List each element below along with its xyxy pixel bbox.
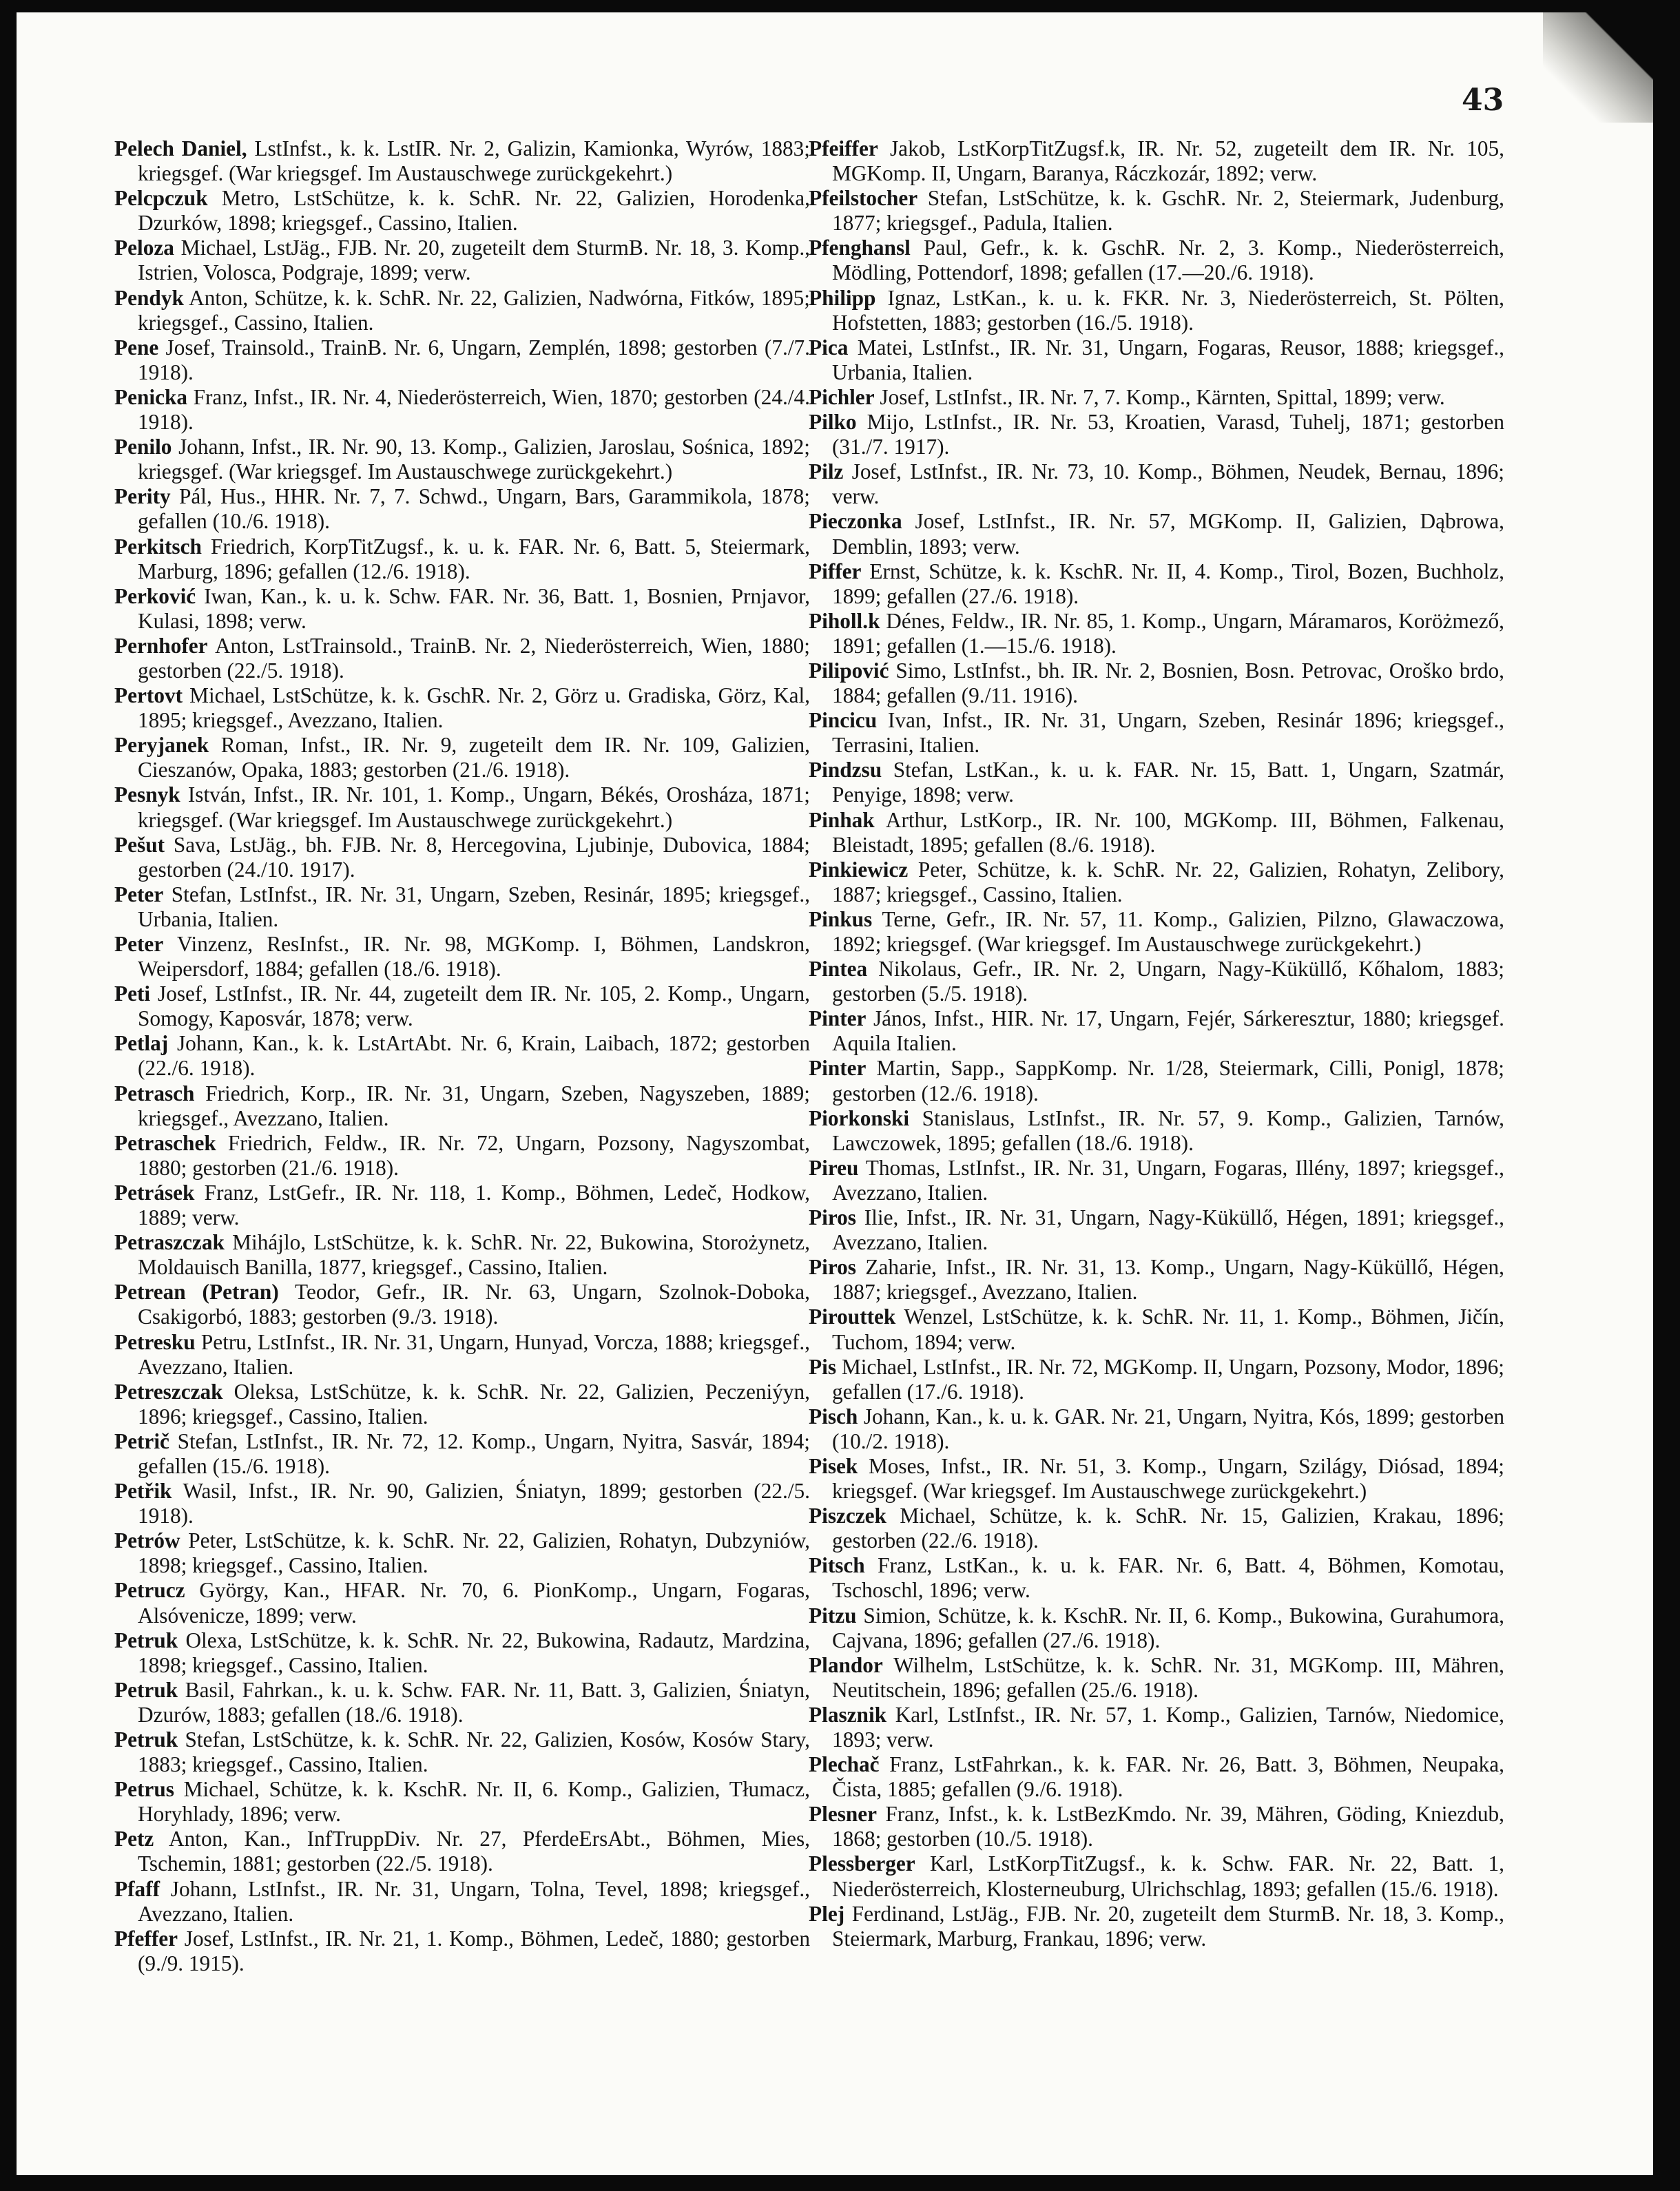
list-item <box>114 335 810 385</box>
list-item <box>114 1081 810 1131</box>
entry-surname: Pfeiffer <box>809 136 878 160</box>
list-item <box>809 1355 1504 1404</box>
entry-surname: Pirouttek <box>809 1305 896 1329</box>
entry-surname: Perity <box>114 484 171 509</box>
entry-surname: Peter <box>114 882 164 906</box>
entry-details: Michael, Schütze, k. k. SchR. Nr. 15, Galizien, Krakau, 1896; gestorben (22./6. 1918). <box>832 1504 1504 1553</box>
entry-surname: Peti <box>114 982 151 1006</box>
list-item <box>809 286 1504 335</box>
entry-surname: Peloza <box>114 236 174 260</box>
entry-surname: Perković <box>114 583 196 608</box>
entry-surname: Petruk <box>114 1677 178 1702</box>
entry-details: Josef, LstInfst., IR. Nr. 57, MGKomp. II, Galizien, Dąbrowa, Demblin, 1893; verw. <box>832 509 1504 559</box>
entry-surname: Pisch <box>809 1404 858 1429</box>
entry-details: Jakob, LstKorpTitZugsf.k, IR. Nr. 52, zugeteilt dem IR. Nr. 105, MGKomp. II, Ungarn, Baranya, Ráczkozár, 1892; verw. <box>832 136 1504 186</box>
entry-details: Olexa, LstSchütze, k. k. SchR. Nr. 22, Bukowina, Radautz, Mardzina, 1898; kriegsgef., Cassino, Italien. <box>138 1628 810 1677</box>
entry-surname: Pindzsu <box>809 758 882 782</box>
entry-details: Karl, LstKorpTitZugsf., k. k. Schw. FAR. Nr. 22, Batt. 1, Niederösterreich, Klosterneuburg, Ulrichschlag, 1893; gefallen (15./6. 1918). <box>832 1851 1504 1901</box>
list-item <box>809 1404 1504 1454</box>
entry-surname: Pilz <box>809 459 844 484</box>
entry-details: Franz, Infst., k. k. LstBezKmdo. Nr. 39, Mähren, Göding, Kniezdub, 1868; gestorben (10./5. 1918). <box>832 1802 1504 1851</box>
list-item <box>114 1429 810 1479</box>
entry-details: Matei, LstInfst., IR. Nr. 31, Ungarn, Fogaras, Reusor, 1888; kriegsgef., Urbania, Italien. <box>832 335 1504 384</box>
entry-details: Dénes, Feldw., IR. Nr. 85, 1. Komp., Ungarn, Máramaros, Koröżmező, 1891; gefallen (1.—15./6. 1918). <box>832 608 1504 658</box>
list-item <box>809 1653 1504 1703</box>
entry-details: Stefan, LstSchütze, k. k. SchR. Nr. 22, Galizien, Kosów, Kosów Stary, 1883; kriegsgef., Cassino, Italien. <box>138 1727 810 1777</box>
entry-surname: Piros <box>809 1205 856 1230</box>
entry-details: Michael, LstInfst., IR. Nr. 72, MGKomp. II, Ungarn, Pozsony, Modor, 1896; gefallen (17./6. 1918). <box>832 1354 1504 1404</box>
entry-details: Karl, LstInfst., IR. Nr. 57, 1. Komp., Galizien, Tarnów, Niedomice, 1893; verw. <box>832 1702 1504 1752</box>
list-item <box>114 534 810 584</box>
list-item <box>809 1703 1504 1752</box>
entry-details: Franz, LstGefr., IR. Nr. 118, 1. Komp., Böhmen, Ledeč, Hodkow, 1889; verw. <box>138 1180 810 1230</box>
list-item <box>809 1802 1504 1851</box>
list-item <box>114 1380 810 1429</box>
entry-surname: Plechač <box>809 1752 880 1777</box>
entry-details: Josef, LstInfst., IR. Nr. 7, 7. Komp., Kärnten, Spittal, 1899; verw. <box>874 384 1445 409</box>
entry-details: Oleksa, LstSchütze, k. k. SchR. Nr. 22, Galizien, Peczeniýyn, 1896; kriegsgef., Cassino, Italien. <box>138 1379 810 1429</box>
entry-surname: Petraszczak <box>114 1230 225 1255</box>
entry-details: Stanislaus, LstInfst., IR. Nr. 57, 9. Komp., Galizien, Tarnów, Lawczowek, 1895; gefallen (18./6. 1918). <box>832 1105 1504 1155</box>
list-item <box>114 1877 810 1927</box>
entry-surname: Pfeilstocher <box>809 186 918 211</box>
entry-surname: Pis <box>809 1354 836 1379</box>
list-item <box>809 609 1504 658</box>
entry-surname: Peryjanek <box>114 733 209 758</box>
entry-surname: Petrus <box>114 1777 174 1802</box>
entry-surname: Pisek <box>809 1453 858 1478</box>
entry-details: Arthur, LstKorp., IR. Nr. 100, MGKomp. III, Böhmen, Falkenau, Bleistadt, 1895; gefallen (8./6. 1918). <box>832 807 1504 857</box>
entry-details: Thomas, LstInfst., IR. Nr. 31, Ungarn, Fogaras, Illény, 1897; kriegsgef., Avezzano, Italien. <box>832 1155 1504 1205</box>
entry-details: Sava, LstJäg., bh. FJB. Nr. 8, Hercegovina, Ljubinje, Dubovica, 1884; gestorben (24./10. 1917). <box>138 832 810 882</box>
list-item <box>809 410 1504 459</box>
entry-surname: Petlaj <box>114 1031 169 1056</box>
entry-surname: Piholl.k <box>809 608 880 633</box>
list-item <box>809 1106 1504 1156</box>
list-item <box>809 658 1504 708</box>
list-item <box>809 1056 1504 1105</box>
list-item <box>114 1230 810 1280</box>
entry-details: Josef, LstInfst., IR. Nr. 73, 10. Komp., Böhmen, Neudek, Bernau, 1896; verw. <box>832 459 1504 509</box>
entry-surname: Plasznik <box>809 1702 887 1727</box>
entry-details: Peter, Schütze, k. k. SchR. Nr. 22, Galizien, Rohatyn, Zelibory, 1887; kriegsgef., Cassino, Italien. <box>832 857 1504 906</box>
entry-surname: Piros <box>809 1255 856 1280</box>
list-item <box>114 1678 810 1727</box>
entry-surname: Pica <box>809 335 849 360</box>
entry-details: Zaharie, Infst., IR. Nr. 31, 13. Komp., Ungarn, Nagy-Küküllő, Hégen, 1887; kriegsgef., Avezzano, Italien. <box>832 1255 1504 1305</box>
entry-surname: Pinhak <box>809 807 875 832</box>
entry-surname: Pinkiewicz <box>809 857 909 882</box>
entry-details: Friedrich, KorpTitZugsf., k. u. k. FAR. Nr. 6, Batt. 5, Steiermark, Marburg, 1896; gefallen (12./6. 1918). <box>138 534 810 583</box>
entry-details: Simo, LstInfst., bh. IR. Nr. 2, Bosnien, Bosn. Petrovac, Oroško brdo, 1884; gefallen (9./11. 1916). <box>832 658 1504 708</box>
list-item <box>114 833 810 882</box>
list-item <box>809 858 1504 907</box>
entry-details: Michael, LstJäg., FJB. Nr. 20, zugeteilt dem SturmB. Nr. 18, 3. Komp., Istrien, Volosca, Podgraje, 1899; verw. <box>138 236 810 285</box>
entry-details: Johann, Infst., IR. Nr. 90, 13. Komp., Galizien, Jaroslau, Sośnica, 1892; kriegsgef. (War kriegsgef. Im Austauschwege zurückgekehrt.) <box>138 435 810 484</box>
entry-surname: Pernhofer <box>114 633 208 658</box>
entry-details: Michael, LstSchütze, k. k. GschR. Nr. 2, Görz u. Gradiska, Görz, Kal, 1895; kriegsgef., Avezzano, Italien. <box>138 683 810 733</box>
entry-surname: Pelech Daniel, <box>114 136 247 160</box>
list-item <box>114 136 810 186</box>
entry-details: Ivan, Infst., IR. Nr. 31, Ungarn, Szeben, Resinár 1896; kriegsgef., Terrasini, Italien. <box>832 708 1504 758</box>
list-item <box>809 1504 1504 1553</box>
entry-details: Teodor, Gefr., IR. Nr. 63, Ungarn, Szolnok-Doboka, Csakigorbó, 1883; gestorben (9./3. 1918). <box>138 1280 810 1329</box>
list-item <box>114 683 810 733</box>
list-item <box>114 932 810 982</box>
list-item <box>114 882 810 932</box>
entry-surname: Pene <box>114 335 159 360</box>
list-item <box>114 1578 810 1628</box>
entry-surname: Peter <box>114 932 164 956</box>
entry-surname: Pfenghansl <box>809 236 911 260</box>
list-item <box>809 385 1504 410</box>
entry-surname: Piszczek <box>809 1504 886 1528</box>
list-item <box>114 982 810 1031</box>
entry-surname: Pertovt <box>114 683 183 708</box>
list-item <box>809 236 1504 285</box>
entry-surname: Pfaff <box>114 1876 160 1901</box>
entry-surname: Petruk <box>114 1727 178 1752</box>
list-item <box>114 1330 810 1380</box>
entry-details: Johann, Kan., k. u. k. GAR. Nr. 21, Ungarn, Nyitra, Kós, 1899; gestorben (10./2. 1918). <box>832 1404 1504 1453</box>
list-item <box>114 1181 810 1230</box>
entry-details: Ignaz, LstKan., k. u. k. FKR. Nr. 3, Niederösterreich, St. Pölten, Hofstetten, 1883; gestorben (16./5. 1918). <box>832 285 1504 335</box>
entry-surname: Pintea <box>809 957 868 982</box>
list-item <box>809 1156 1504 1205</box>
entry-details: Friedrich, Feldw., IR. Nr. 72, Ungarn, Pozsony, Nagyszombat, 1880; gestorben (21./6. 1918). <box>138 1130 810 1180</box>
list-item <box>114 1031 810 1081</box>
entry-details: Moses, Infst., IR. Nr. 51, 3. Komp., Ungarn, Szilágy, Diósad, 1894; kriegsgef. (War kriegsgef. Im Austauschwege zurückgekehrt.) <box>832 1453 1504 1504</box>
list-item <box>809 1851 1504 1901</box>
entry-surname: Plandor <box>809 1652 883 1677</box>
list-item <box>114 1777 810 1827</box>
entry-details: Josef, LstInfst., IR. Nr. 21, 1. Komp., Böhmen, Ledeč, 1880; gestorben (9./9. 1915). <box>138 1926 810 1975</box>
entry-surname: Pelcpczuk <box>114 186 208 211</box>
list-item <box>809 1752 1504 1802</box>
entry-details: Ilie, Infst., IR. Nr. 31, Ungarn, Nagy-Küküllő, Hégen, 1891; kriegsgef., Avezzano, Italien. <box>832 1205 1504 1255</box>
list-item <box>114 1131 810 1181</box>
entry-details: Stefan, LstInfst., IR. Nr. 31, Ungarn, Szeben, Resinár, 1895; kriegsgef., Urbania, Italien. <box>138 882 810 931</box>
entry-details: Anton, Kan., InfTruppDiv. Nr. 27, PferdeErsAbt., Böhmen, Mies, Tschemin, 1881; gestorben (22./5. 1918). <box>138 1827 810 1876</box>
entry-details: János, Infst., HIR. Nr. 17, Ungarn, Fejér, Sárkeresztur, 1880; kriegsgef. Aquila Italien. <box>832 1006 1504 1056</box>
entry-details: Terne, Gefr., IR. Nr. 57, 11. Komp., Galizien, Pilzno, Glawaczowa, 1892; kriegsgef. (War kriegsgef. Im Austauschwege zurückgekehrt.) <box>832 906 1504 956</box>
entry-details: Petru, LstInfst., IR. Nr. 31, Ungarn, Hunyad, Vorcza, 1888; kriegsgef., Avezzano, Italien. <box>138 1329 810 1379</box>
entry-surname: Petrean (Petran) <box>114 1280 279 1305</box>
entry-surname: Pendyk <box>114 285 184 310</box>
entry-details: Johann, Kan., k. k. LstArtAbt. Nr. 6, Krain, Laibach, 1872; gestorben (22./6. 1918). <box>138 1031 810 1081</box>
entry-surname: Pfeffer <box>114 1926 178 1951</box>
list-item <box>809 459 1504 509</box>
list-item <box>114 782 810 832</box>
entry-details: István, Infst., IR. Nr. 101, 1. Komp., Ungarn, Békés, Orosháza, 1871; kriegsgef. (War kriegsgef. Im Austauschwege zurückgekehrt.) <box>138 782 810 832</box>
entry-surname: Pinter <box>809 1006 867 1031</box>
entry-details: Franz, Infst., IR. Nr. 4, Niederösterreich, Wien, 1870; gestorben (24./4. 1918). <box>138 384 810 435</box>
entry-surname: Perkitsch <box>114 534 202 559</box>
entry-details: Stefan, LstSchütze, k. k. GschR. Nr. 2, Steiermark, Judenburg, 1877; kriegsgef., Padula, Italien. <box>832 186 1504 236</box>
list-item <box>809 1305 1504 1354</box>
list-item <box>809 1205 1504 1255</box>
list-item <box>809 186 1504 236</box>
list-item <box>809 1255 1504 1305</box>
entry-details: Stefan, LstKan., k. u. k. FAR. Nr. 15, Batt. 1, Ungarn, Szatmár, Penyige, 1898; verw. <box>832 758 1504 807</box>
list-item <box>114 584 810 634</box>
entry-details: Nikolaus, Gefr., IR. Nr. 2, Ungarn, Nagy-Küküllő, Kőhalom, 1883; gestorben (5./5. 1918). <box>832 957 1504 1006</box>
entry-surname: Plesner <box>809 1802 878 1827</box>
entry-surname: Petrów <box>114 1528 180 1553</box>
entry-surname: Pireu <box>809 1155 859 1180</box>
entry-surname: Pitsch <box>809 1553 865 1578</box>
entry-surname: Plessberger <box>809 1851 915 1876</box>
list-item <box>114 186 810 236</box>
folded-page-corner <box>1543 12 1653 123</box>
entry-surname: Petřik <box>114 1479 172 1504</box>
entry-details: Metro, LstSchütze, k. k. SchR. Nr. 22, Galizien, Horodenka, Dzurków, 1898; kriegsgef., Cassino, Italien. <box>138 186 810 236</box>
entry-details: Mijo, LstInfst., IR. Nr. 53, Kroatien, Varasd, Tuhelj, 1871; gestorben (31./7. 1917). <box>832 410 1504 459</box>
list-item <box>809 1454 1504 1504</box>
list-item <box>809 1553 1504 1603</box>
list-item <box>114 385 810 435</box>
list-item <box>809 335 1504 385</box>
entry-details: Peter, LstSchütze, k. k. SchR. Nr. 22, Galizien, Rohatyn, Dubzyniów, 1898; kriegsgef., Cassino, Italien. <box>138 1528 810 1578</box>
entry-surname: Pitzu <box>809 1603 857 1628</box>
left-column <box>114 136 810 1976</box>
entry-surname: Philipp <box>809 285 876 310</box>
list-item <box>809 1902 1504 1951</box>
list-item <box>114 484 810 534</box>
entry-surname: Piffer <box>809 559 862 583</box>
list-item <box>114 1479 810 1528</box>
entry-surname: Penilo <box>114 435 172 459</box>
entry-details: Pál, Hus., HHR. Nr. 7, 7. Schwd., Ungarn, Bars, Garammikola, 1878; gefallen (10./6. 1918). <box>138 484 810 534</box>
entry-surname: Piorkonski <box>809 1105 910 1130</box>
entry-details: Anton, LstTrainsold., TrainB. Nr. 2, Niederösterreich, Wien, 1880; gestorben (22./5. 1918). <box>138 633 810 683</box>
entry-details: Franz, LstFahrkan., k. k. FAR. Nr. 26, Batt. 3, Böhmen, Neupaka, Čista, 1885; gefallen (9./6. 1918). <box>832 1752 1504 1802</box>
list-item <box>114 634 810 683</box>
entry-details: Simion, Schütze, k. k. KschR. Nr. II, 6. Komp., Bukowina, Gurahumora, Cajvana, 1896; gefallen (27./6. 1918). <box>832 1603 1504 1652</box>
entry-details: Roman, Infst., IR. Nr. 9, zugeteilt dem IR. Nr. 109, Galizien, Cieszanów, Opaka, 1883; gestorben (21./6. 1918). <box>138 733 810 782</box>
entry-details: Stefan, LstInfst., IR. Nr. 72, 12. Komp., Ungarn, Nyitra, Sasvár, 1894; gefallen (15./6. 1918). <box>138 1429 810 1478</box>
entry-details: György, Kan., HFAR. Nr. 70, 6. PionKomp., Ungarn, Fogaras, Alsóvenicze, 1899; verw. <box>138 1578 810 1628</box>
entry-details: Franz, LstKan., k. u. k. FAR. Nr. 6, Batt. 4, Böhmen, Komotau, Tschoschl, 1896; verw. <box>832 1553 1504 1603</box>
list-item <box>809 907 1504 957</box>
list-item <box>809 1006 1504 1056</box>
entry-surname: Petrasch <box>114 1081 195 1105</box>
entry-details: Martin, Sapp., SappKomp. Nr. 1/28, Steiermark, Cilli, Ponigl, 1878; gestorben (12./6. 1918). <box>832 1056 1504 1105</box>
list-item <box>114 1628 810 1678</box>
scanned-page <box>17 12 1653 2175</box>
entry-surname: Pešut <box>114 832 165 857</box>
entry-surname: Pinter <box>809 1056 867 1081</box>
list-item <box>114 236 810 285</box>
entry-surname: Petrásek <box>114 1180 195 1205</box>
entry-details: Josef, LstInfst., IR. Nr. 44, zugeteilt dem IR. Nr. 105, 2. Komp., Ungarn, Somogy, Kaposvár, 1878; verw. <box>138 982 810 1031</box>
entry-surname: Petresku <box>114 1329 196 1354</box>
page-number: 43 <box>1462 83 1504 118</box>
list-item <box>809 708 1504 758</box>
list-item <box>809 559 1504 609</box>
entry-details: LstInfst., k. k. LstIR. Nr. 2, Galizin, Kamionka, Wyrów, 1883; kriegsgef. (War kriegsgef. Im Austauschwege zurückgekehrt.) <box>138 136 810 186</box>
entry-surname: Petrucz <box>114 1578 185 1603</box>
list-item <box>809 509 1504 559</box>
list-item <box>809 808 1504 858</box>
entry-surname: Petreszczak <box>114 1379 223 1404</box>
list-item <box>809 957 1504 1006</box>
list-item <box>809 1603 1504 1653</box>
list-item <box>809 136 1504 186</box>
entry-details: Johann, LstInfst., IR. Nr. 31, Ungarn, Tolna, Tevel, 1898; kriegsgef., Avezzano, Italien. <box>138 1876 810 1926</box>
entry-surname: Plej <box>809 1901 845 1926</box>
list-item <box>114 1280 810 1329</box>
entry-details: Basil, Fahrkan., k. u. k. Schw. FAR. Nr. 11, Batt. 3, Galizien, Śniatyn, Dzurów, 1883; gefallen (18./6. 1918). <box>138 1677 810 1727</box>
list-item <box>809 758 1504 807</box>
entry-details: Mihájlo, LstSchütze, k. k. SchR. Nr. 22, Bukowina, Storożynetz, Moldauisch Banilla, 1877, kriegsgef., Cassino, Italien. <box>138 1230 810 1280</box>
entry-surname: Pinkus <box>809 906 873 931</box>
entry-surname: Pilko <box>809 410 857 435</box>
entry-surname: Pieczonka <box>809 509 902 534</box>
entry-surname: Penicka <box>114 384 188 409</box>
list-item <box>114 733 810 782</box>
entry-details: Michael, Schütze, k. k. KschR. Nr. II, 6. Komp., Galizien, Tłumacz, Horyhlady, 1896; verw. <box>138 1777 810 1827</box>
entry-surname: Petruk <box>114 1628 178 1652</box>
entry-surname: Pesnyk <box>114 782 180 807</box>
entry-surname: Petrič <box>114 1429 169 1453</box>
entry-surname: Petz <box>114 1827 154 1851</box>
entry-details: Ernst, Schütze, k. k. KschR. Nr. II, 4. Komp., Tirol, Bozen, Buchholz, 1899; gefallen (27./6. 1918). <box>832 559 1504 608</box>
list-item <box>114 1927 810 1976</box>
list-item <box>114 1727 810 1777</box>
entry-details: Iwan, Kan., k. u. k. Schw. FAR. Nr. 36, Batt. 1, Bosnien, Prnjavor, Kulasi, 1898; verw. <box>138 583 810 633</box>
list-item <box>114 435 810 484</box>
list-item <box>114 1827 810 1876</box>
entry-surname: Pincicu <box>809 708 878 733</box>
entry-surname: Petraschek <box>114 1130 216 1155</box>
entry-details: Ferdinand, LstJäg., FJB. Nr. 20, zugeteilt dem SturmB. Nr. 18, 3. Komp., Steiermark, Marburg, Frankau, 1896; verw. <box>832 1901 1504 1951</box>
right-column <box>809 136 1504 1951</box>
entry-details: Anton, Schütze, k. k. SchR. Nr. 22, Galizien, Nadwórna, Fitków, 1895; kriegsgef., Cassino, Italien. <box>138 285 810 335</box>
entry-surname: Pichler <box>809 384 875 409</box>
list-item <box>114 1528 810 1578</box>
entry-details: Wasil, Infst., IR. Nr. 90, Galizien, Śniatyn, 1899; gestorben (22./5. 1918). <box>138 1479 810 1528</box>
entry-details: Vinzenz, ResInfst., IR. Nr. 98, MGKomp. I, Böhmen, Landskron, Weipersdorf, 1884; gefallen (18./6. 1918). <box>138 932 810 982</box>
entry-details: Wenzel, LstSchütze, k. k. SchR. Nr. 11, 1. Komp., Böhmen, Jičín, Tuchom, 1894; verw. <box>832 1305 1504 1354</box>
entry-details: Wilhelm, LstSchütze, k. k. SchR. Nr. 31, MGKomp. III, Mähren, Neutitschein, 1896; gefallen (25./6. 1918). <box>832 1652 1504 1702</box>
entry-details: Friedrich, Korp., IR. Nr. 31, Ungarn, Szeben, Nagyszeben, 1889; kriegsgef., Avezzano, Italien. <box>138 1081 810 1130</box>
list-item <box>114 286 810 335</box>
entry-details: Paul, Gefr., k. k. GschR. Nr. 2, 3. Komp., Niederösterreich, Mödling, Pottendorf, 1898; gefallen (17.—20./6. 1918). <box>832 236 1504 285</box>
entry-surname: Pilipović <box>809 658 889 683</box>
entry-details: Josef, Trainsold., TrainB. Nr. 6, Ungarn, Zemplén, 1898; gestorben (7./7. 1918). <box>138 335 810 384</box>
